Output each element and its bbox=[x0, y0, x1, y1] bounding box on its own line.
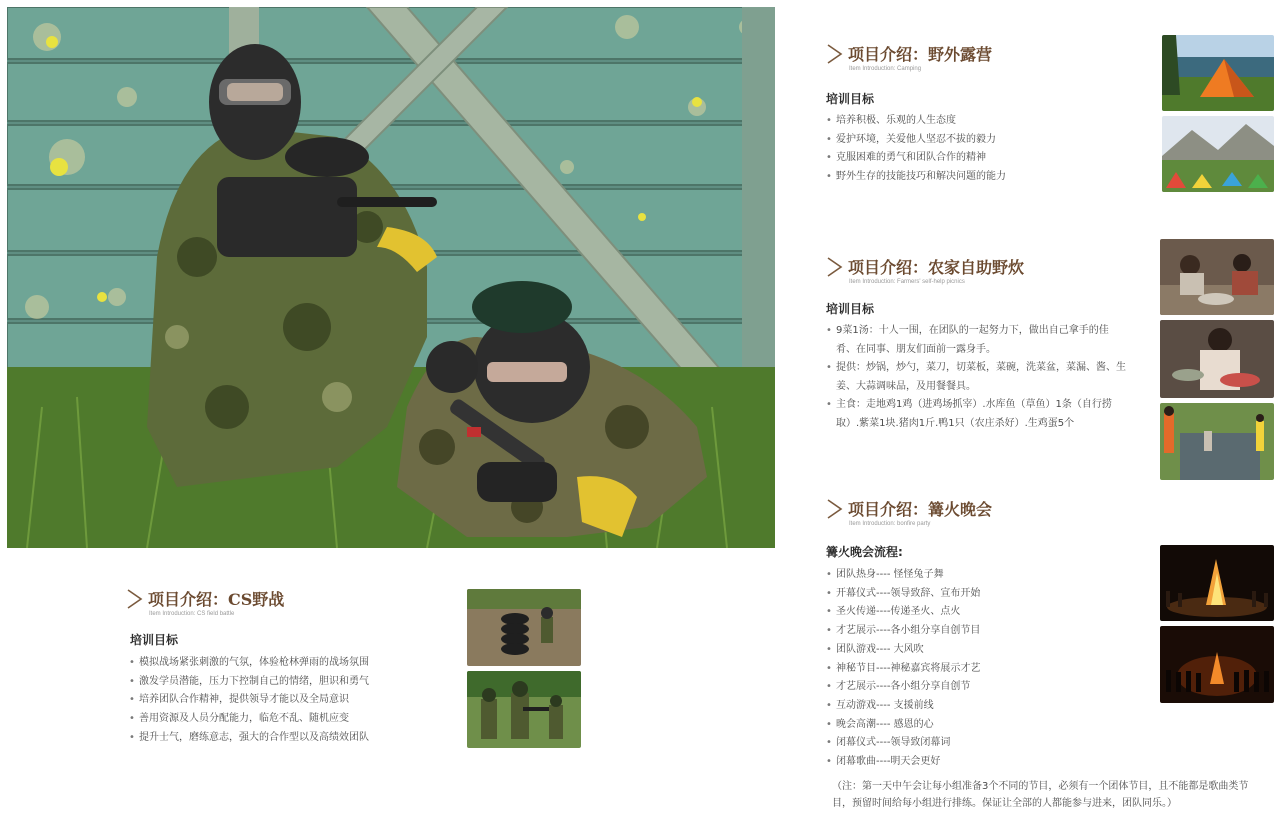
picnic-cooking-photo-2 bbox=[1160, 320, 1274, 398]
bonfire-title: 项目介绍：篝火晚会 bbox=[848, 500, 993, 519]
list-item: • 团队热身---- 怪怪兔子舞 bbox=[826, 566, 1146, 585]
list-item: • 才艺展示----各小组分享自创节目 bbox=[826, 622, 1146, 641]
camping-tent-photo bbox=[1162, 35, 1274, 111]
list-item: • 9菜1汤：十人一围，在团队的一起努力下，做出自己拿手的佳肴、在同事、朋友们面前一露身手。 bbox=[826, 322, 1126, 359]
bonfire-program-list bbox=[826, 566, 1146, 772]
list-item: • 野外生存的技能技巧和解决问题的能力 bbox=[826, 168, 1146, 187]
camping-bullet-list bbox=[826, 112, 1146, 187]
list-item: • 神秘节目----神秘嘉宾将展示才艺 bbox=[826, 660, 1146, 679]
list-item: • 开幕仪式----领导致辞、宣布开始 bbox=[826, 585, 1146, 604]
cs-bullet-list bbox=[129, 654, 449, 748]
camping-title: 项目介绍：野外露营 bbox=[848, 45, 993, 64]
list-item: • 善用资源及人员分配能力，临危不乱、随机应变 bbox=[129, 710, 449, 729]
chevron-right-icon bbox=[826, 498, 844, 520]
list-item: • 激发学员潜能，压力下控制自己的情绪，胆识和勇气 bbox=[129, 673, 449, 692]
bonfire-fire-photo bbox=[1160, 545, 1274, 621]
list-item: • 团队游戏---- 大风吹 bbox=[826, 641, 1146, 660]
camping-mountain-photo bbox=[1162, 116, 1274, 192]
bonfire-note: （注：第一天中午会让每小组准备3个不同的节目，必须有一个团体节目，且不能都是歌曲类节目，预留时间给每小组进行排练。保证让全部的人都能参与进来，团队同乐。） bbox=[832, 781, 1249, 809]
list-item: • 提升士气，磨练意志，强大的合作型以及高绩效团队 bbox=[129, 729, 449, 748]
list-item: • 晚会高潮---- 感恩的心 bbox=[826, 716, 1146, 735]
paintball-main-photo bbox=[7, 7, 775, 548]
list-item: • 圣火传递----传递圣火、点火 bbox=[826, 603, 1146, 622]
picnic-goal-label: 培训目标 bbox=[826, 302, 875, 316]
picnic-subtitle: Item Introduction: Farmers' self-help picnics bbox=[849, 279, 965, 285]
cs-soldiers-photo bbox=[467, 671, 581, 748]
list-item: • 爱护环境，关爱他人坚忍不拔的毅力 bbox=[826, 131, 1146, 150]
camping-subtitle: Item Introduction: Camping bbox=[849, 66, 922, 72]
bonfire-crowd-photo bbox=[1160, 626, 1274, 703]
picnic-bullet-list bbox=[826, 322, 1126, 433]
list-item: • 才艺展示----各小组分享自创节 bbox=[826, 678, 1146, 697]
list-item: • 闭幕歌曲----明天会更好 bbox=[826, 753, 1146, 772]
list-item: • 培养团队合作精神，提供领导才能以及全局意识 bbox=[129, 691, 449, 710]
list-item: • 闭幕仪式----领导致闭幕词 bbox=[826, 734, 1146, 753]
list-item: • 克服困难的勇气和团队合作的精神 bbox=[826, 149, 1146, 168]
picnic-title: 项目介绍：农家自助野炊 bbox=[848, 258, 1025, 277]
list-item: • 培养积极、乐观的人生态度 bbox=[826, 112, 1146, 131]
picnic-heading bbox=[826, 255, 1146, 289]
cs-tires-photo bbox=[467, 589, 581, 666]
cs-subtitle: Item Introduction: CS field battle bbox=[149, 611, 235, 617]
bonfire-subtitle: Item Introduction: bonfire party bbox=[849, 521, 931, 527]
picnic-cooking-photo-1 bbox=[1160, 239, 1274, 315]
chevron-right-icon bbox=[826, 256, 844, 278]
chevron-right-icon bbox=[826, 43, 844, 65]
camping-heading bbox=[826, 42, 1146, 76]
cs-heading bbox=[126, 587, 446, 621]
list-item: • 主食：走地鸡1鸡（进鸡场抓宰）.水库鱼（草鱼）1条（自行捞取）.紫菜1块.猪肉1斤.鸭1只（农庄杀好）.生鸡蛋5个 bbox=[826, 396, 1126, 433]
chevron-right-icon bbox=[126, 588, 144, 610]
picnic-fishing-photo bbox=[1160, 403, 1274, 480]
list-item: • 互动游戏---- 支援前线 bbox=[826, 697, 1146, 716]
bonfire-program-label: 篝火晚会流程: bbox=[826, 545, 903, 559]
cs-goal-label: 培训目标 bbox=[130, 633, 179, 647]
cs-title: 项目介绍：CS野战 bbox=[148, 590, 285, 609]
camping-goal-label: 培训目标 bbox=[826, 92, 875, 106]
list-item: • 提供：炒锅，炒勺，菜刀，切菜板，菜碗，洗菜盆，菜漏、酱、生姜、大蒜调味品，及用餐餐具。 bbox=[826, 359, 1126, 396]
bonfire-heading bbox=[826, 497, 1146, 531]
list-item: • 模拟战场紧张刺激的气氛，体验枪林弹雨的战场氛围 bbox=[129, 654, 449, 673]
